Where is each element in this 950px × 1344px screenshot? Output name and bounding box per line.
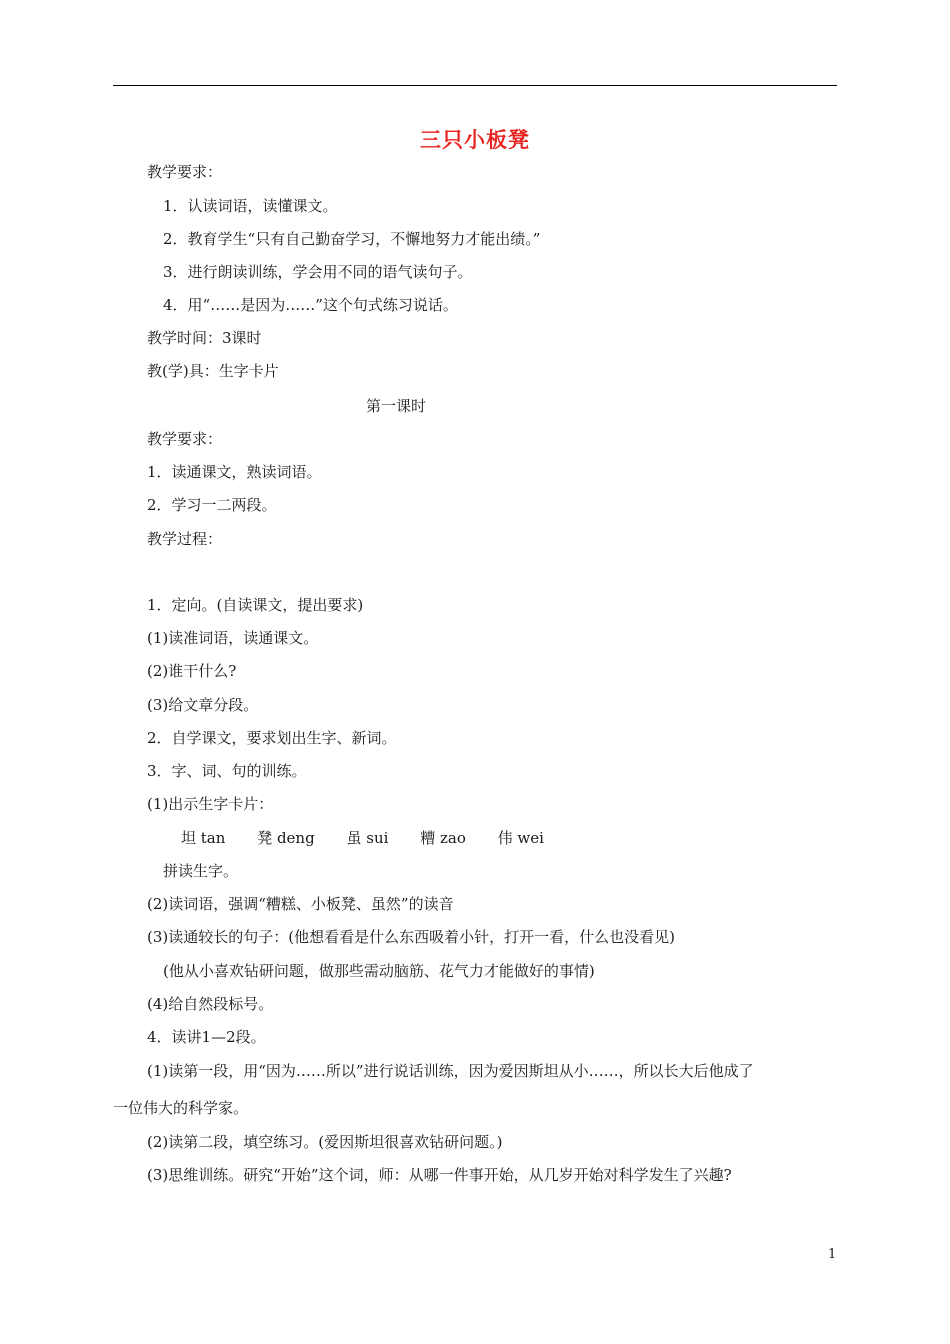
text-line: (4)给自然段标号。 [147, 995, 274, 1013]
text-line: (2)读第二段，填空练习。(爱因斯坦很喜欢钻研问题。) [147, 1133, 503, 1151]
header-rule [113, 85, 837, 86]
text-line: 1．读通课文，熟读词语。 [147, 463, 322, 481]
pinyin-card: 伟 wei [497, 829, 544, 847]
text-line: 教学过程： [147, 530, 223, 548]
text-line: 4．读讲1—2段。 [147, 1028, 266, 1046]
text-line: 3．字、词、句的训练。 [147, 762, 307, 780]
text-line: 教学要求： [147, 163, 223, 181]
text-line: (3)思维训练。研究“开始”这个词，师：从哪一件事开始，从几岁开始对科学发生了兴趣? [147, 1166, 732, 1184]
text-line: (2)谁干什么? [147, 662, 237, 680]
text-line: (他从小喜欢钻研问题，做那些需动脑筋、花气力才能做好的事情) [163, 962, 595, 980]
text-line: 2．学习一二两段。 [147, 496, 277, 514]
text-line: 拼读生字。 [163, 862, 239, 880]
text-line: (1)出示生字卡片： [147, 795, 274, 813]
text-line: 3．进行朗读训练，学会用不同的语气读句子。 [163, 263, 473, 281]
text-line: (3)给文章分段。 [147, 696, 259, 714]
text-line: 4．用“……是因为……”这个句式练习说话。 [163, 296, 458, 314]
text-line: 1．定向。(自读课文，提出要求) [147, 596, 364, 614]
text-line: (1)读第一段，用“因为……所以”进行说话训练，因为爱因斯坦从小……，所以长大后他成了 [147, 1062, 754, 1080]
page-title: 三只小板凳 [420, 128, 530, 152]
text-line: 1．认读词语，读懂课文。 [163, 197, 338, 215]
pinyin-card: 虽 sui [346, 829, 389, 847]
text-line: 教学要求： [147, 430, 223, 448]
text-line: 2．教育学生“只有自己勤奋学习，不懈地努力才能出绩。” [163, 230, 541, 248]
pinyin-card: 糟 zao [420, 829, 466, 847]
text-line: 一位伟大的科学家。 [113, 1099, 249, 1117]
text-line: 2．自学课文，要求划出生字、新词。 [147, 729, 397, 747]
text-line: (2)读词语，强调“糟糕、小板凳、虽然”的读音 [147, 895, 454, 913]
pinyin-card-row [181, 828, 571, 848]
section-heading: 第一课时 [366, 397, 427, 415]
pinyin-card: 凳 deng [257, 829, 315, 847]
page-number: 1 [828, 1247, 837, 1262]
pinyin-card: 坦 tan [181, 829, 226, 847]
text-line: (1)读准词语，读通课文。 [147, 629, 319, 647]
text-line: 教学时间：3课时 [147, 329, 262, 347]
text-line: 教(学)具：生字卡片 [147, 362, 279, 380]
text-line: (3)读通较长的句子：(他想看看是什么东西吸着小针，打开一看，什么也没看见) [147, 928, 675, 946]
